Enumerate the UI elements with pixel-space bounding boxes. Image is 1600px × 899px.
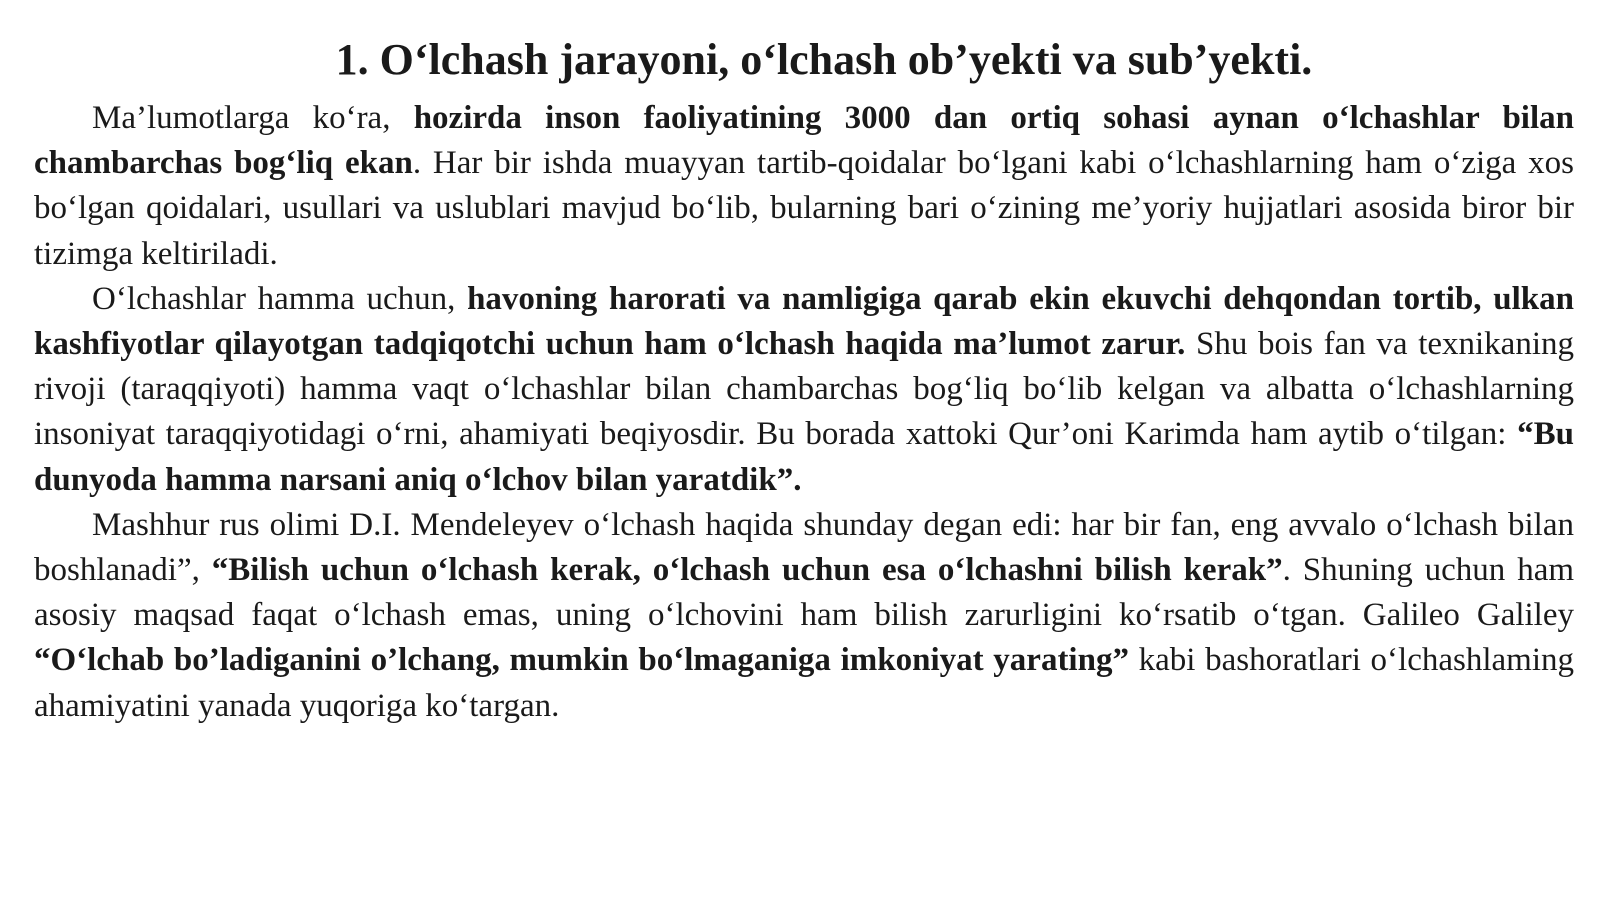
paragraph-3-text-2: . Shuning uchun ham asosiy maqsad faqat o‘lchash emas, uning o‘lchovini ham bilish zarurligini ko‘rsatib o‘tgan. Galileo Galiley [34, 552, 1575, 634]
paragraph-2-quote: “Bu dunyoda hamma narsani aniq o‘lchov bilan yaratdik”. [34, 416, 1574, 498]
paragraph-1-text-2: . Har bir ishda muayyan tartib-qoidalar bo‘lgani kabi o‘lchashlarning ham o‘ziga xos bo‘lgan qoidalari, usullari va uslublari mavjud bo‘lib, bularning bari o‘zining me’yoriy hujjatlari asosida biror bir tizimga keltiriladi. [34, 145, 1574, 272]
paragraph-2-bold-1: havoning harorati va namligiga qarab ekin ekuvchi dehqondan tortib, ulkan kashfiyotlar qilayotgan tadqiqotchi uchun ham o‘lchash haqida ma’lumot zarur. [34, 280, 1574, 363]
paragraph-1-bold-1: hozirda inson faoliyatining 3000 dan ortiq sohasi aynan o‘lchashlar bilan chambarchas bog‘liq ekan [34, 100, 1574, 182]
paragraph-2-text-1: O‘lchashlar hamma uchun, [92, 280, 468, 317]
paragraph-1 [34, 96, 1574, 277]
paragraph-3-text-3: kabi bashoratlari o‘lchashlaming ahamiyatini yanada yuqoriga ko‘targan. [34, 642, 1574, 724]
document-page [34, 30, 1574, 729]
paragraph-3-quote-2: “O‘lchab bo’ladiganini o’lchang, mumkin bo‘lmaganiga imkoniyat yarating” [34, 642, 1129, 679]
paragraph-3-text-1: Mashhur rus olimi D.I. Mendeleyev o‘lchash haqida shunday degan edi: har bir fan, eng avvalo o‘lchash bilan boshlanadi”, [34, 506, 1574, 589]
paragraph-3-quote-1: “Bilish uchun o‘lchash kerak, o‘lchash uchun esa o‘lchashni bilish kerak” [211, 552, 1283, 589]
paragraph-2 [34, 277, 1574, 503]
paragraph-1-text-1: Ma’lumotlarga ko‘ra, [92, 100, 414, 136]
section-title: 1. O‘lchash jarayoni, o‘lchash ob’yekti va sub’yekti. [335, 35, 1313, 84]
paragraph-2-text-2: Shu bois fan va texnikaning rivoji (taraqqiyoti) hamma vaqt o‘lchashlar bilan chambarchas bog‘liq bo‘lib kelgan va albatta o‘lchashlarning insoniyat taraqqiyotidagi o‘rni, ahamiyati beqiyosdir. Bu borada xattoki Qur’oni Karimda ham aytib o‘tilgan: [34, 326, 1574, 453]
paragraph-3 [34, 503, 1574, 729]
